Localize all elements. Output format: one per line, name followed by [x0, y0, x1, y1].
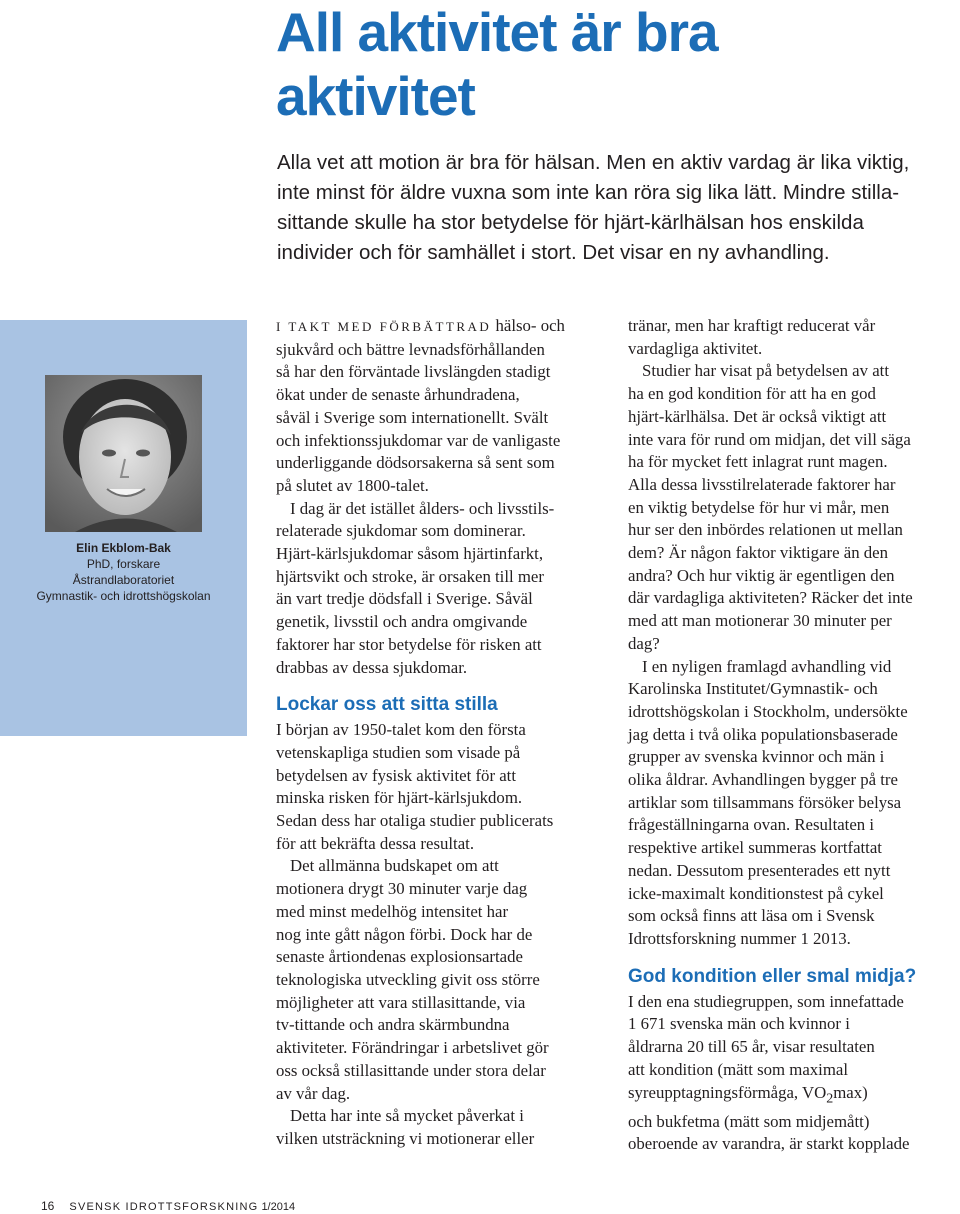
author-photo — [45, 375, 202, 532]
text-line: 1 671 svenska män och kvinnor i — [628, 1014, 850, 1034]
text-line: drabbas av dessa sjukdomar. — [276, 657, 468, 677]
text-line: en viktig betydelse för hur vi mår, men — [628, 497, 890, 517]
lead-line: Alla vet att motion är bra för hälsan. Men en aktiv vardag är lika viktig, — [277, 151, 910, 174]
body-column-2 — [628, 315, 958, 1156]
author-lab: Åstrandlaboratoriet — [72, 573, 175, 587]
text-line: Detta har inte så mycket påverkat i — [290, 1106, 524, 1126]
text-line: senaste årtiondenas explosionsartade — [276, 947, 523, 967]
text-line: som också finns att läsa om i Svensk — [628, 906, 875, 926]
magazine-name: SVENSK IDROTTSFORSKNING — [69, 1201, 259, 1213]
text-line: på slutet av 1800-talet. — [276, 475, 429, 495]
author-school: Gymnastik- och idrottshögskolan — [36, 589, 211, 603]
text-line: underliggande dödsorsakerna så sent som — [276, 453, 555, 473]
text-line: jag detta i två olika populationsbaserade — [628, 724, 898, 744]
text-line: där vardagliga aktiviteten? Räcker det inte — [628, 588, 913, 608]
text-line: aktiviteter. Förändringar i arbetslivet gör — [276, 1038, 549, 1058]
text-line: med att man motionerar 30 minuter per — [628, 611, 892, 631]
text-line: och infektionssjukdomar var de vanligaste — [276, 430, 561, 450]
text-line: Idrottsforskning nummer 1 2013. — [628, 928, 851, 948]
text-line: inte vara för rund om midjan, det vill säga — [628, 429, 911, 449]
text-line: frågeställningarna ovan. Resultaten i — [628, 815, 875, 835]
text-line: I den ena studiegruppen, som innefattade — [628, 991, 904, 1011]
text-line: för att bekräfta dessa resultat. — [276, 833, 475, 853]
text-line: Det allmänna budskapet om att — [290, 856, 499, 876]
text-line: av vår dag. — [276, 1083, 351, 1103]
text-line: möjligheter att vara stillasittande, via — [276, 992, 526, 1012]
text-line: faktorer har stor betydelse för risken att — [276, 634, 542, 654]
text-line: minska risken för hjärt-kärlsjukdom. — [276, 788, 523, 808]
issue-number: 1/2014 — [261, 1201, 296, 1213]
text-line: oss också stillasittande under stora delar — [276, 1060, 546, 1080]
text-line: genetik, livsstil och andra omgivande — [276, 612, 528, 632]
text-line: åldrarna 20 till 65 år, visar resultaten — [628, 1037, 875, 1057]
text-line: idrottshögskolan i Stockholm, undersökte — [628, 701, 908, 721]
text-line: betydelsen av fysisk aktivitet för att — [276, 765, 517, 785]
lead-line: sittande skulle ha stor betydelse för hjärt-kärlhälsan hos enskilda — [277, 211, 864, 234]
text-line: Alla dessa livsstilrelaterade faktorer har — [628, 474, 896, 494]
text-line: olika åldrar. Avhandlingen bygger på tre — [628, 770, 898, 790]
text-line: nog inte gått någon förbi. Dock har de — [276, 924, 533, 944]
text-line: vetenskapliga studien som visade på — [276, 742, 521, 762]
text-line: I en nyligen framlagd avhandling vid — [642, 656, 892, 676]
section-heading: God kondition eller smal midja? — [628, 965, 917, 987]
text-line: dag? — [628, 633, 660, 653]
text-line: oberoende av varandra, är starkt kopplade — [628, 1134, 910, 1154]
text-line: sjukvård och bättre levnadsförhållanden — [276, 339, 545, 359]
text-line: grupper av svenska kvinnor och män i — [628, 747, 885, 767]
text-line: ha för mycket fett inlagrat runt magen. — [628, 452, 888, 472]
text-line: icke-maximalt konditionstest på cykel — [628, 883, 884, 903]
text-line: artiklar som tillsammans försöker belysa — [628, 792, 902, 812]
text-line: I början av 1950-talet kom den första — [276, 720, 526, 740]
author-name: Elin Ekblom-Bak — [76, 541, 171, 555]
text-line: ha en god kondition för att ha en god — [628, 384, 876, 404]
text-line: dem? Är någon faktor viktigare än den — [628, 543, 889, 563]
text-line: hjärt-kärlhälsa. Det är också viktigt att — [628, 406, 887, 426]
text-line: än vart tredje dödsfall i Sverige. Såväl — [276, 589, 533, 609]
article-title: All aktivitet är bra aktivitet — [276, 1, 718, 127]
author-caption — [0, 540, 247, 604]
opening-rest: hälso- och — [491, 316, 565, 335]
lead-line: individer och för samhället i stort. Det visar en ny avhandling. — [277, 241, 830, 264]
text-line: med minst medelhög intensitet har — [276, 901, 509, 921]
text-line: och bukfetma (mätt som midjemått) — [628, 1111, 870, 1131]
text-line: att kondition (mätt som maximal — [628, 1059, 848, 1079]
text-line: så har den förväntade livslängden stadigt — [276, 362, 551, 382]
body-column-1 — [276, 315, 596, 1151]
text-line: hjärtsvikt och stroke, är orsaken till mer — [276, 566, 544, 586]
text-line: vilken utsträckning vi motionerar eller — [276, 1128, 535, 1148]
section-heading: Lockar oss att sitta stilla — [276, 694, 498, 716]
text-line: teknologiska utveckling givit oss större — [276, 969, 540, 989]
text-line: andra? Och hur viktig är egentligen den — [628, 565, 895, 585]
page-footer — [41, 1199, 295, 1214]
text-line: nedan. Dessutom presenterades ett nytt — [628, 860, 891, 880]
text-line: hur ser den inbördes relationen ut mellan — [628, 520, 903, 540]
vo2-prefix: syreupptagningsförmåga, VO — [628, 1082, 827, 1102]
opening-line — [276, 315, 596, 339]
text-line: I dag är det istället ålders- och livsstils- — [290, 498, 555, 518]
lead-line: inte minst för äldre vuxna som inte kan röra sig lika lätt. Mindre stilla- — [277, 181, 900, 204]
author-title: PhD, forskare — [86, 557, 161, 571]
article-lead — [277, 148, 957, 268]
text-line: Studier har visat på betydelsen av att — [642, 361, 889, 381]
text-line: tv-tittande och andra skärmbundna — [276, 1015, 510, 1035]
author-portrait-icon — [45, 375, 202, 532]
text-line: såväl i Sverige som internationellt. Svält — [276, 407, 549, 427]
text-line: motionera drygt 30 minuter varje dag — [276, 879, 528, 899]
text-line: relaterade sjukdomar som dominerar. — [276, 521, 526, 541]
text-line: Sedan dess har otaliga studier publicerats — [276, 811, 554, 831]
text-line: vardagliga aktivitet. — [628, 338, 763, 358]
text-line: Hjärt-kärlsjukdomar såsom hjärtinfarkt, — [276, 544, 544, 564]
opening-smallcaps: I TAKT MED FÖRBÄTTRAD — [276, 319, 492, 334]
vo2-subscript: 2 — [826, 1090, 834, 1106]
page-number: 16 — [41, 1199, 55, 1213]
text-line: ökat under de senaste århundradena, — [276, 385, 520, 405]
vo2-line — [628, 1082, 958, 1111]
vo2-suffix: max) — [833, 1082, 868, 1102]
text-line: tränar, men har kraftigt reducerat vår — [628, 316, 876, 335]
text-line: Karolinska Institutet/Gymnastik- och — [628, 679, 878, 699]
text-line: respektive artikel summeras kortfattat — [628, 838, 882, 858]
